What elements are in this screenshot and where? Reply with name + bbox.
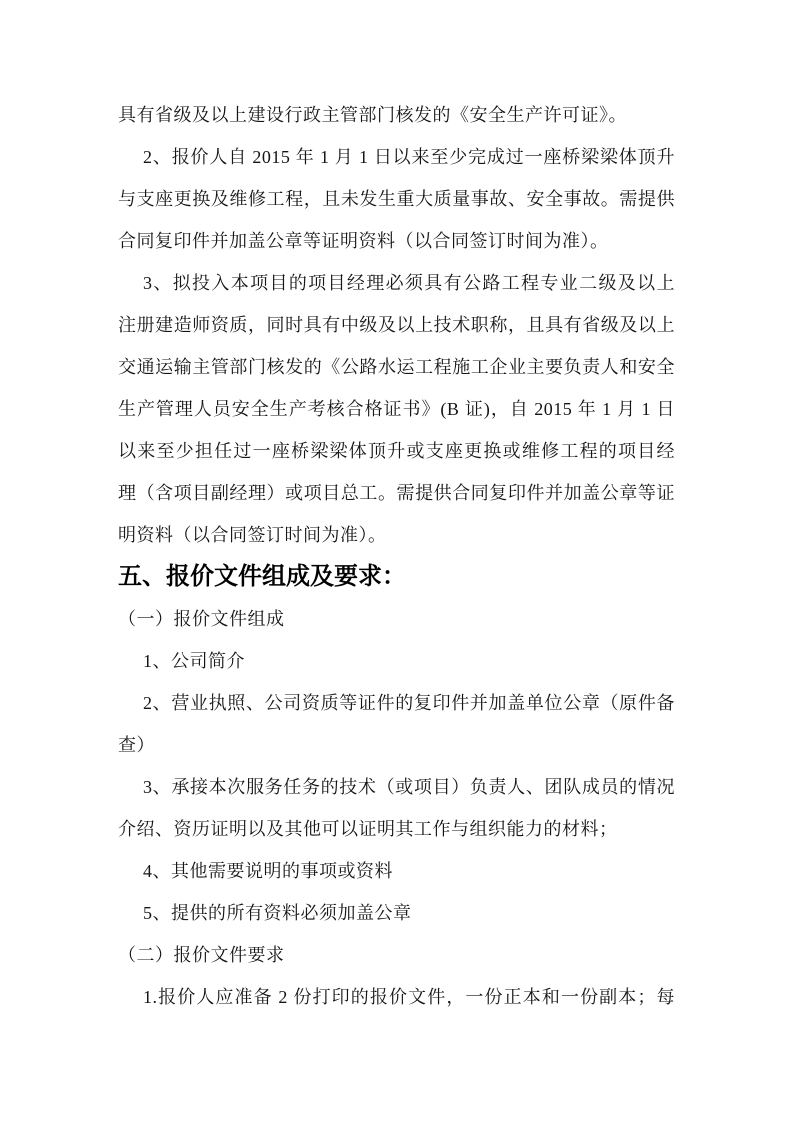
list-item-line: 4、其他需要说明的事项或资料 bbox=[143, 861, 393, 881]
subsection-heading: （一）报价文件组成 bbox=[118, 609, 285, 629]
list-item-line: 3、承接本次服务任务的技术（或项目）负责人、团队成员的情况 bbox=[143, 777, 675, 797]
section-heading: 五、报价文件组成及要求： bbox=[118, 563, 406, 590]
list-item-line: 2、营业执照、公司资质等证件的复印件并加盖单位公章（原件备 bbox=[143, 693, 675, 713]
paragraph-line: 注册建造师资质，同时具有中级及以上技术职称，且具有省级及以上 bbox=[118, 315, 675, 335]
subsection-heading: （二）报价文件要求 bbox=[118, 945, 285, 965]
paragraph-line: 2、报价人自 2015 年 1 月 1 日以来至少完成过一座桥梁梁体顶升 bbox=[143, 147, 675, 167]
paragraph-line: 明资料（以合同签订时间为准）。 bbox=[118, 525, 387, 545]
paragraph-line: 3、拟投入本项目的项目经理必须具有公路工程专业二级及以上 bbox=[143, 273, 675, 293]
paragraph-line: 生产管理人员安全生产考核合格证书》(B 证)，自 2015 年 1 月 1 日 bbox=[118, 399, 675, 419]
list-item-line: 5、提供的所有资料必须加盖公章 bbox=[143, 903, 412, 923]
paragraph-line: 交通运输主管部门核发的《公路水运工程施工企业主要负责人和安全 bbox=[118, 357, 675, 377]
paragraph-line: 与支座更换及维修工程，且未发生重大质量事故、安全事故。需提供 bbox=[118, 189, 675, 209]
paragraph-line: 以来至少担任过一座桥梁梁体顶升或支座更换或维修工程的项目经 bbox=[118, 441, 675, 461]
document-body bbox=[118, 94, 675, 1018]
paragraph-line: 理（含项目副经理）或项目总工。需提供合同复印件并加盖公章等证 bbox=[118, 483, 675, 503]
list-item-line: 1、公司简介 bbox=[143, 651, 245, 671]
list-item-line: 1.报价人应准备 2 份打印的报价文件，一份正本和一份副本；每 bbox=[143, 987, 675, 1007]
paragraph-line: 介绍、资历证明以及其他可以证明其工作与组织能力的材料； bbox=[118, 819, 618, 839]
paragraph-line: 查） bbox=[118, 735, 155, 755]
paragraph-line: 具有省级及以上建设行政主管部门核发的《安全生产许可证》。 bbox=[118, 105, 627, 125]
paragraph-line: 合同复印件并加盖公章等证明资料（以合同签订时间为准）。 bbox=[118, 231, 609, 251]
